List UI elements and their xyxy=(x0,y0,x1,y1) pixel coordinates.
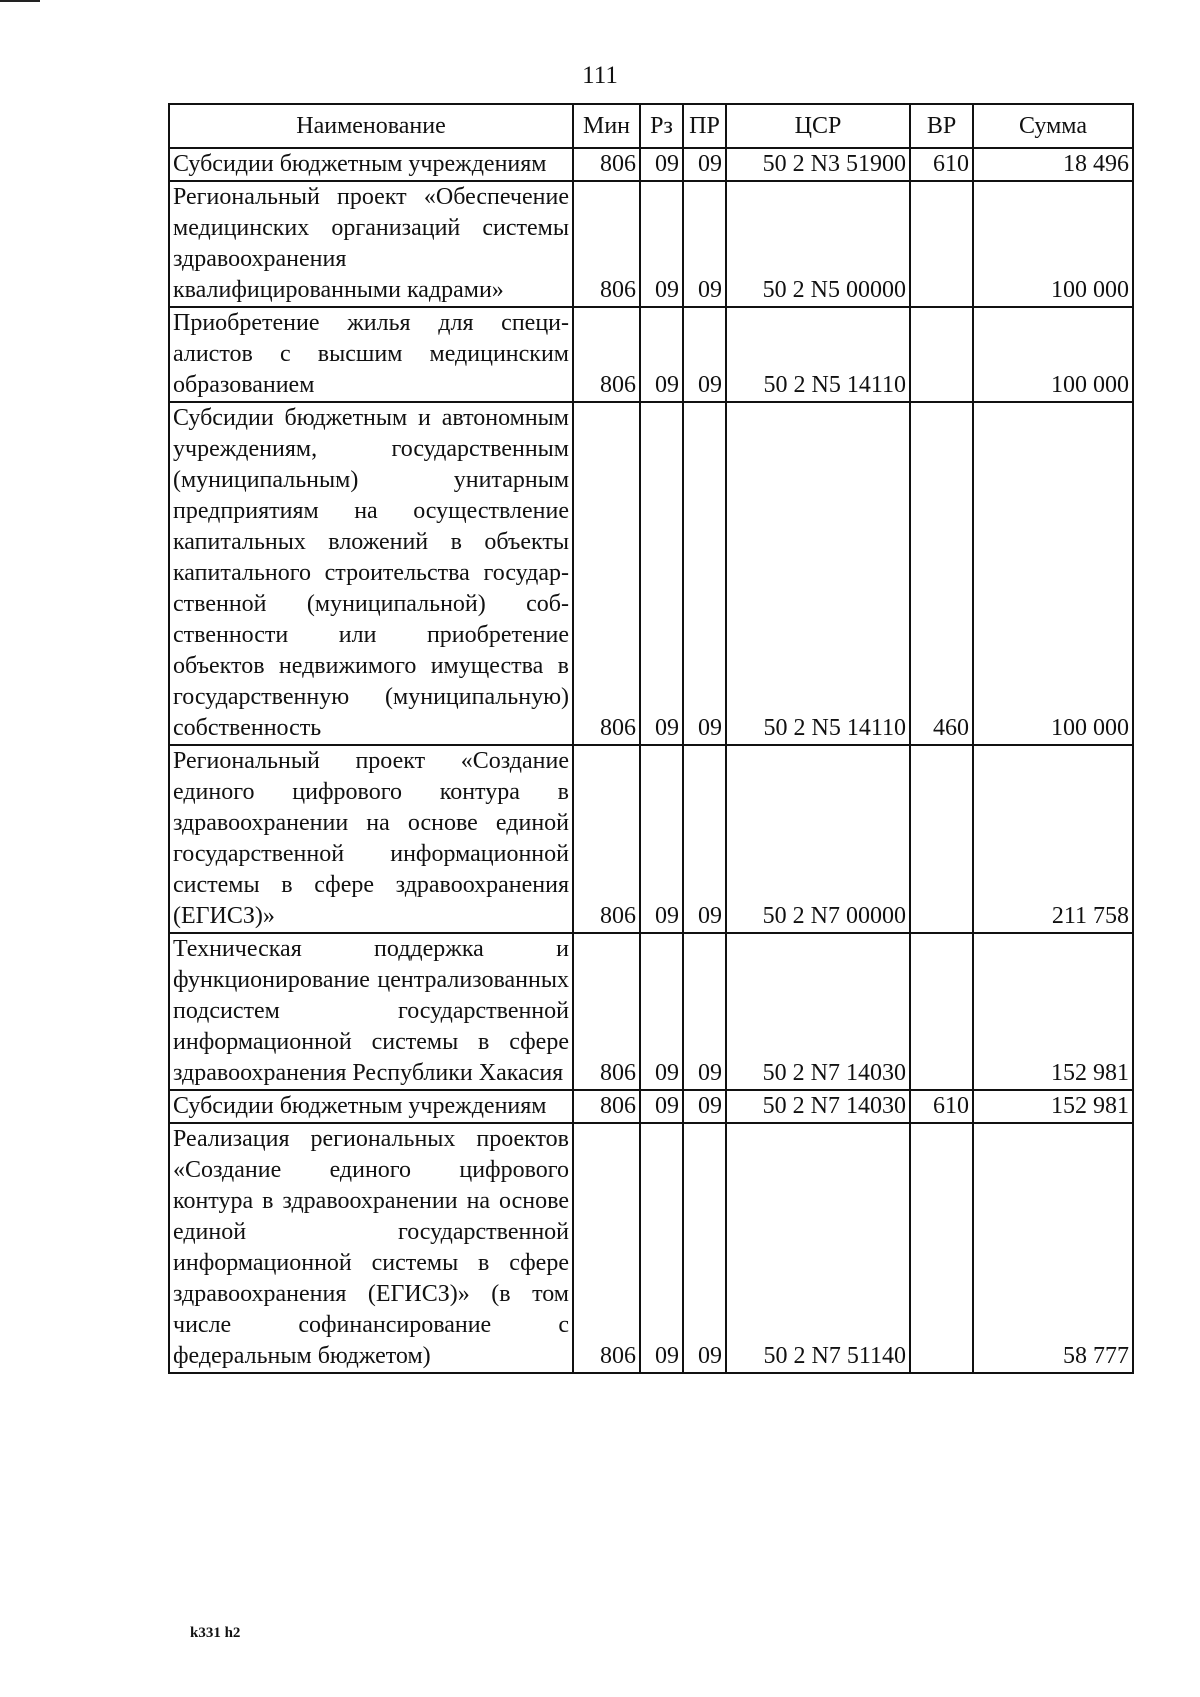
row-sum-cell: 152 981 xyxy=(973,933,1133,1090)
row-name-cell: Региональный проект «Обеспечение медицинских организаций системы здравоохранения квалифицированными кадрами» xyxy=(169,181,573,307)
row-min-cell: 806 xyxy=(573,933,640,1090)
row-sum-cell: 18 496 xyxy=(973,148,1133,181)
header-rz: Рз xyxy=(640,104,683,148)
header-vr: ВР xyxy=(910,104,973,148)
row-vr-cell: 610 xyxy=(910,148,973,181)
row-pr-cell: 09 xyxy=(683,181,726,307)
row-rz-cell: 09 xyxy=(640,181,683,307)
row-rz-cell: 09 xyxy=(640,1090,683,1123)
row-rz-cell: 09 xyxy=(640,933,683,1090)
table-row xyxy=(169,307,1133,402)
header-name: Наименование xyxy=(169,104,573,148)
row-csr-cell: 50 2 N5 00000 xyxy=(726,181,910,307)
footer-code: k331 h2 xyxy=(190,1625,241,1641)
row-sum-cell: 152 981 xyxy=(973,1090,1133,1123)
row-vr-cell xyxy=(910,933,973,1090)
header-sum: Сумма xyxy=(973,104,1133,148)
row-pr-cell: 09 xyxy=(683,402,726,745)
row-vr-cell xyxy=(910,1123,973,1373)
row-pr-cell: 09 xyxy=(683,1123,726,1373)
row-pr-cell: 09 xyxy=(683,933,726,1090)
row-rz-cell: 09 xyxy=(640,307,683,402)
row-vr-cell xyxy=(910,181,973,307)
header-min: Мин xyxy=(573,104,640,148)
row-pr-cell: 09 xyxy=(683,148,726,181)
table-row xyxy=(169,1123,1133,1373)
row-csr-cell: 50 2 N3 51900 xyxy=(726,148,910,181)
row-rz-cell: 09 xyxy=(640,402,683,745)
row-rz-cell: 09 xyxy=(640,745,683,933)
row-name-cell: Реализация региональных проектов «Создание единого цифрового контура в здравоохранении на основе единой государственной информационной системы в сфере здравоохранения (ЕГИСЗ)» (в том числе софинансирование с федеральным бюджетом) xyxy=(169,1123,573,1373)
row-min-cell: 806 xyxy=(573,745,640,933)
row-name-cell: Региональный проект «Создание единого цифрового контура в здравоохранении на основе единой государственной информационной системы в сфере здравоохранения (ЕГИСЗ)» xyxy=(169,745,573,933)
budget-table xyxy=(168,103,1134,1374)
row-min-cell: 806 xyxy=(573,1090,640,1123)
scan-corner-mark xyxy=(0,0,40,2)
table-row xyxy=(169,402,1133,745)
row-rz-cell: 09 xyxy=(640,148,683,181)
row-pr-cell: 09 xyxy=(683,307,726,402)
table-row xyxy=(169,148,1133,181)
page-number: 111 xyxy=(582,62,618,89)
row-name-cell: Субсидии бюджетным учреждениям xyxy=(169,148,573,181)
row-min-cell: 806 xyxy=(573,1123,640,1373)
row-vr-cell: 460 xyxy=(910,402,973,745)
table-row xyxy=(169,181,1133,307)
row-csr-cell: 50 2 N7 00000 xyxy=(726,745,910,933)
row-name-cell: Техническая поддержка и функционирование централизованных подсистем государственной информационной системы в сфере здравоохранения Республики Хакасия xyxy=(169,933,573,1090)
row-csr-cell: 50 2 N7 14030 xyxy=(726,933,910,1090)
header-pr: ПР xyxy=(683,104,726,148)
row-csr-cell: 50 2 N7 14030 xyxy=(726,1090,910,1123)
table-row xyxy=(169,933,1133,1090)
row-min-cell: 806 xyxy=(573,402,640,745)
row-vr-cell xyxy=(910,307,973,402)
row-vr-cell xyxy=(910,745,973,933)
row-csr-cell: 50 2 N7 51140 xyxy=(726,1123,910,1373)
row-name-cell: Субсидии бюджетным и автономным учреждениям, государственным (муниципальным) унитарным предприятиям на осуществление капитальных вложений в объекты капитального строительства государственной (муниципальной) собственности или приобретение объектов недвижимого имущества в государственную (муниципальную) собственность xyxy=(169,402,573,745)
row-sum-cell: 211 758 xyxy=(973,745,1133,933)
row-csr-cell: 50 2 N5 14110 xyxy=(726,307,910,402)
row-name-cell: Приобретение жилья для специалистов с высшим медицинским образованием xyxy=(169,307,573,402)
table-header-row xyxy=(169,104,1133,148)
header-csr: ЦСР xyxy=(726,104,910,148)
row-sum-cell: 58 777 xyxy=(973,1123,1133,1373)
row-sum-cell: 100 000 xyxy=(973,181,1133,307)
table-row xyxy=(169,745,1133,933)
row-name-cell: Субсидии бюджетным учреждениям xyxy=(169,1090,573,1123)
row-min-cell: 806 xyxy=(573,307,640,402)
row-pr-cell: 09 xyxy=(683,745,726,933)
row-sum-cell: 100 000 xyxy=(973,307,1133,402)
row-pr-cell: 09 xyxy=(683,1090,726,1123)
row-csr-cell: 50 2 N5 14110 xyxy=(726,402,910,745)
table-row xyxy=(169,1090,1133,1123)
row-min-cell: 806 xyxy=(573,181,640,307)
row-min-cell: 806 xyxy=(573,148,640,181)
row-sum-cell: 100 000 xyxy=(973,402,1133,745)
row-rz-cell: 09 xyxy=(640,1123,683,1373)
row-vr-cell: 610 xyxy=(910,1090,973,1123)
